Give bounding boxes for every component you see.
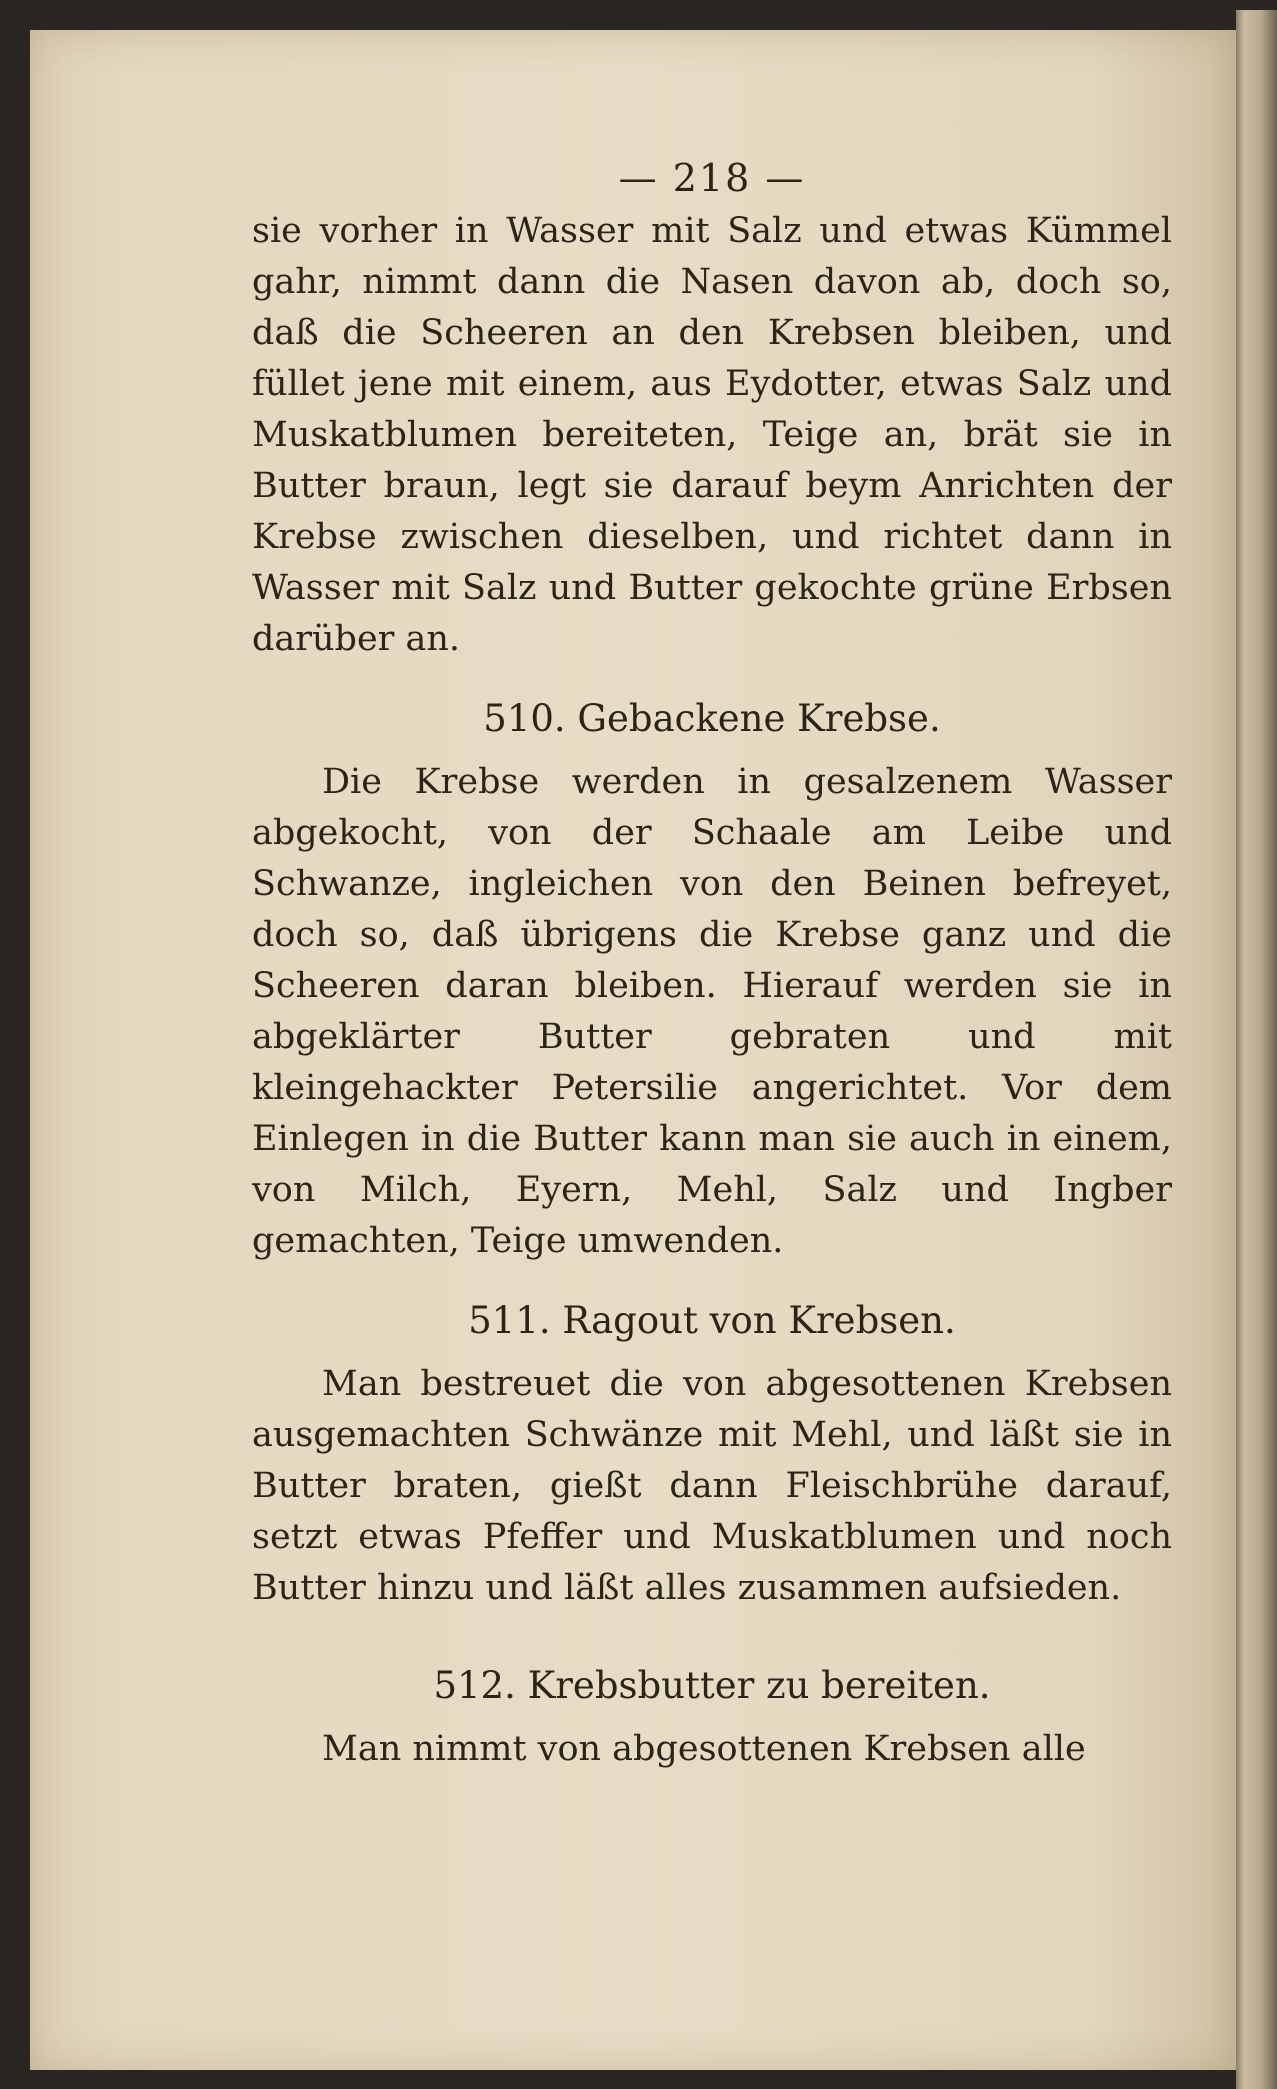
paragraph-continued: sie vorher in Wasser mit Salz und etwas Kümmel gahr, nimmt dann die Nasen davon ab, doch so, daß die Scheeren an den Krebsen bleiben, und füllet jene mit einem, aus Eydotter, etwas Salz und Muskatblumen bereiteten, Teige an, brät sie in Butter braun, legt sie darauf beym Anrichten der Krebse zwischen dieselben, und richtet dann in Wasser mit Salz und Butter gekochte grüne Erbsen darüber an. [252,211,1172,659]
heading-511: 511. Ragout von Krebsen. [468,1299,956,1342]
heading-512: 512. Krebsbutter zu bereiten. [433,1664,991,1707]
heading-510: 510. Gebackene Krebse. [483,697,941,740]
text-block [252,150,1172,1775]
body-511: Man bestreuet die von abgesottenen Krebsen ausgemachten Schwänze mit Mehl, und läßt sie in Butter braten, gießt dann Fleischbrühe darauf, setzt etwas Pfeffer und Muskatblumen und noch Butter hinzu und läßt alles zusammen aufsieden. [252,1364,1172,1608]
page-edge [1236,10,1277,2089]
page-number: — 218 — [618,156,806,200]
body-510: Die Krebse werden in gesalzenem Wasser abgekocht, von der Schaale am Leibe und Schwanze, ingleichen von den Beinen befreyet, doch so, daß übrigens die Krebse ganz und die Scheeren daran bleiben. Hierauf werden sie in abgeklärter Butter gebraten und mit kleingehackter Petersilie angerichtet. Vor dem Einlegen in die Butter kann man sie auch in einem, von Milch, Eyern, Mehl, Salz und Ingber gemachten, Teige umwenden. [252,762,1172,1261]
body-512: Man nimmt von abgesottenen Krebsen alle [322,1729,1086,1769]
